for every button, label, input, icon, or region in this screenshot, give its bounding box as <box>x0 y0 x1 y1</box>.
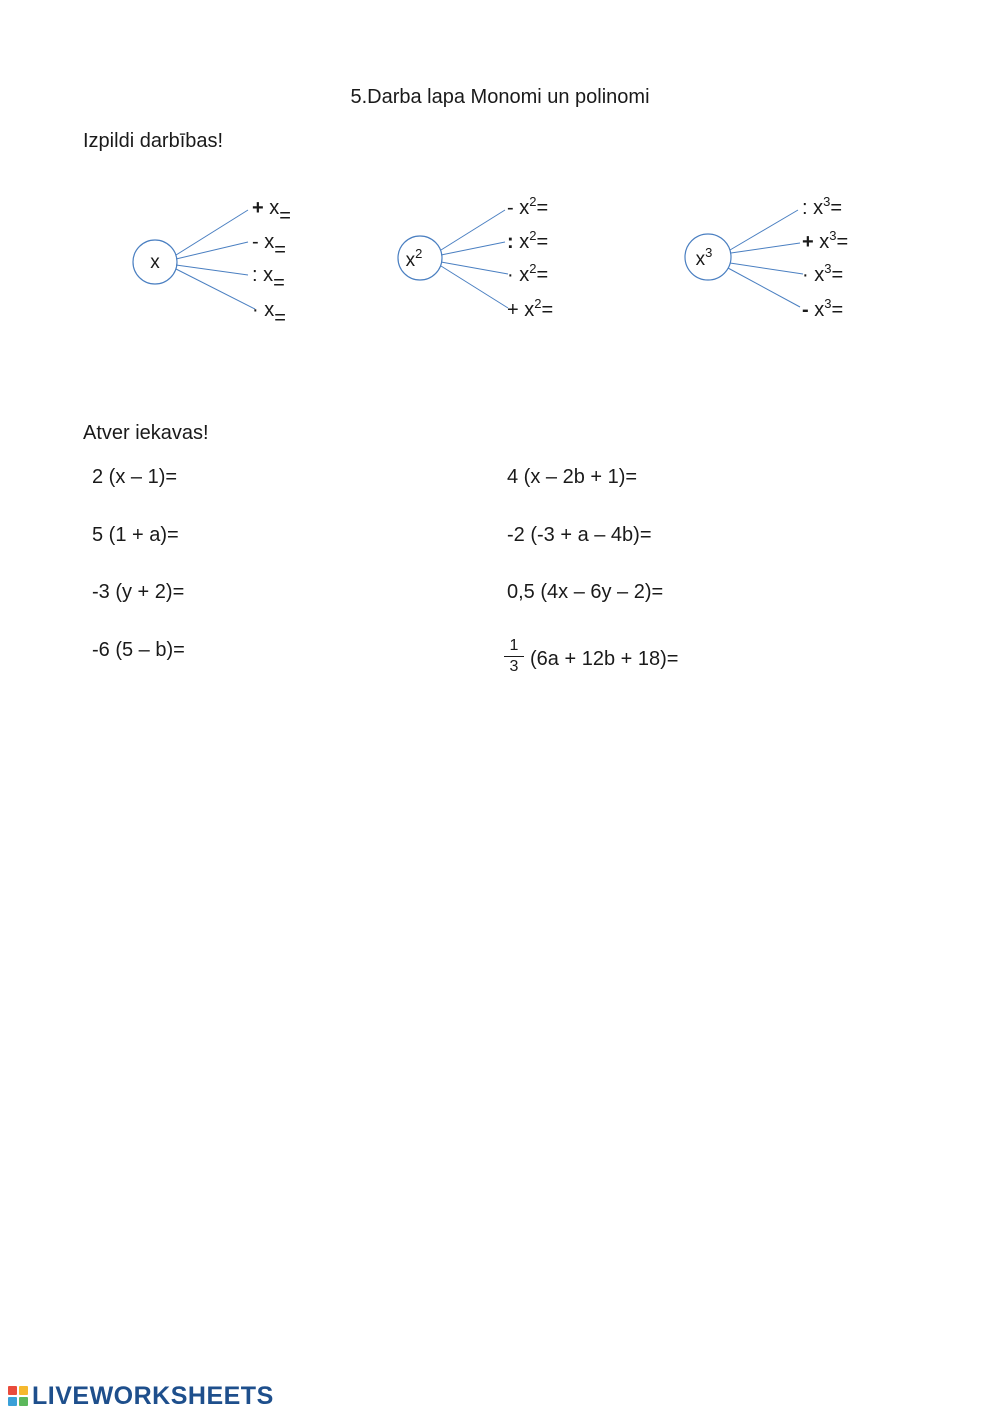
logo-blocks-icon <box>8 1386 28 1406</box>
operation-item: + x= <box>252 197 291 227</box>
operation-item: · $x^2=$ <box>507 261 549 286</box>
center-label: $x^3$ <box>695 245 713 270</box>
operation-item: : x= <box>252 264 285 294</box>
connector-line <box>176 210 248 255</box>
expression-item: 4 (x – 2b + 1)= <box>507 466 638 488</box>
expression-item: -2 (-3 + a – 4b)= <box>507 524 652 546</box>
connector-line <box>728 268 800 307</box>
operation-item: · x= <box>252 299 286 329</box>
operation-item: + $x^2=$ <box>507 296 554 321</box>
expression-item: 0,5 (4x – 6y – 2)= <box>507 581 664 603</box>
operations-diagram <box>0 180 1000 340</box>
connector-line <box>731 243 800 253</box>
center-label: x <box>150 252 160 273</box>
diagram-group-x <box>133 197 291 329</box>
diagram-group-x-cubed <box>685 194 848 321</box>
expression-item: 2 (x – 1)= <box>92 466 178 488</box>
expression-item: -3 (y + 2)= <box>92 581 185 603</box>
operation-item: - x= <box>252 231 286 261</box>
expression-item: (6a + 12b + 18)= <box>530 648 679 670</box>
operation-item: + $x^3=$ <box>802 228 849 253</box>
connector-line <box>730 263 803 274</box>
operation-item: : $x^2=$ <box>507 228 549 253</box>
operation-item: - $x^3=$ <box>802 296 844 321</box>
connector-line <box>176 242 248 259</box>
operation-item: · $x^3=$ <box>802 261 844 286</box>
fraction-denominator: 3 <box>509 658 519 675</box>
section-heading-operations: Izpildi darbības! <box>83 130 224 152</box>
connector-line <box>730 210 798 250</box>
liveworksheets-logo <box>8 1382 274 1410</box>
section-heading-brackets: Atver iekavas! <box>83 422 209 444</box>
expression-item: 5 (1 + a)= <box>92 524 179 546</box>
diagram-group-x-squared <box>398 194 553 321</box>
fraction-one-third <box>504 636 524 677</box>
fraction-numerator: 1 <box>504 636 524 657</box>
page-title: 5.Darba lapa Monomi un polinomi <box>350 86 650 108</box>
center-label: $x^2$ <box>405 246 423 271</box>
connector-line <box>176 269 255 309</box>
expression-item: -6 (5 – b)= <box>92 639 185 661</box>
connector-line <box>176 265 248 275</box>
operation-item: - $x^2=$ <box>507 194 549 219</box>
logo-text: LIVEWORKSHEETS <box>32 1381 274 1410</box>
operation-item: : $x^3=$ <box>802 194 843 219</box>
